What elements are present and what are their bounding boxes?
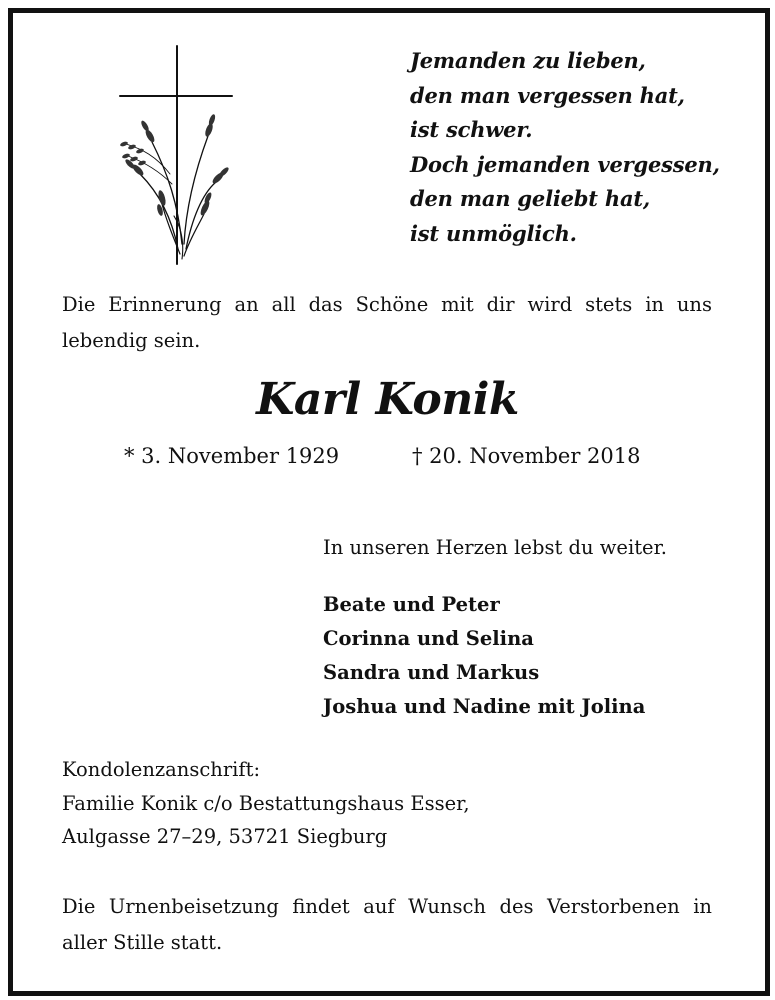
mourner-item: Joshua und Nadine mit Jolina	[323, 695, 646, 718]
deceased-name: Karl Konik	[256, 374, 519, 425]
poem-line: ist unmöglich.	[410, 220, 577, 246]
poem-line: Jemanden zu lieben,	[410, 48, 646, 73]
intro-text: Die Erinnerung an all das Schöne mit dir wird stets in uns lebendig sein.	[62, 293, 712, 352]
mourner-item: Corinna und Selina	[323, 627, 534, 650]
poem-line: den man vergessen hat,	[410, 82, 685, 108]
mourner-item: Sandra und Markus	[323, 661, 540, 684]
mourner-item: Beate und Peter	[323, 593, 500, 616]
birth-date: * 3. November 1929	[124, 444, 340, 468]
condolence-label: Kondolenzanschrift:	[62, 758, 261, 781]
condolence-line: Familie Konik c/o Bestattungshaus Esser,	[62, 791, 470, 815]
poem-line: ist schwer.	[410, 117, 533, 142]
mourners-list	[323, 588, 645, 724]
motto: In unseren Herzen lebst du weiter.	[323, 536, 667, 559]
burial-note: Die Urnenbeisetzung findet auf Wunsch des Verstorbenen in aller Stille statt.	[62, 895, 712, 954]
cross-with-wheat-icon	[112, 44, 242, 266]
condolence-address	[62, 753, 470, 854]
poem	[410, 44, 750, 251]
poem-line: Doch jemanden vergessen,	[410, 151, 720, 177]
poem-line: den man geliebt hat,	[410, 186, 650, 211]
death-date: † 20. November 2018	[412, 444, 641, 468]
condolence-line: Aulgasse 27–29, 53721 Siegburg	[62, 825, 388, 848]
